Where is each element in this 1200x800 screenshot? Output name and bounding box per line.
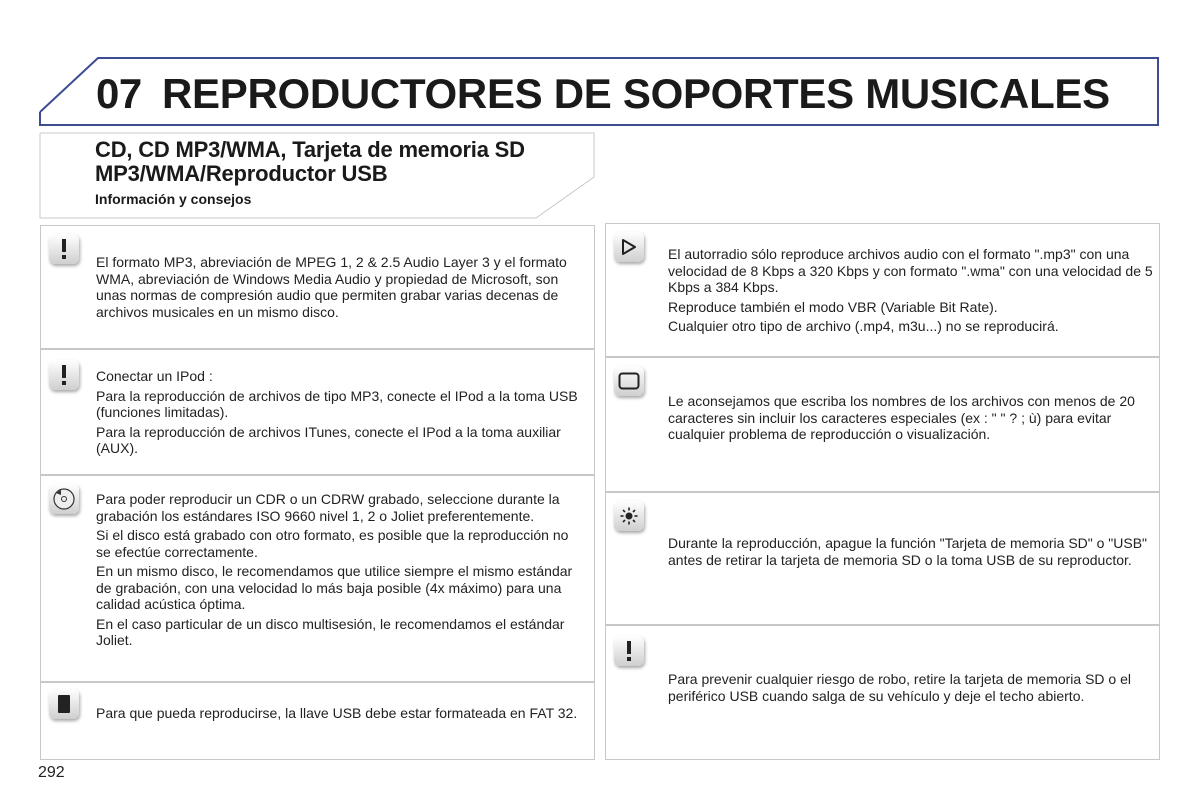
paragraph: En el caso particular de un disco multisesión, le recomendamos el estándar Joliet. [96, 615, 565, 648]
section-title-line2: MP3/WMA/Reproductor USB [95, 161, 388, 186]
info-box-mp3-wma [40, 225, 595, 349]
info-box-text [668, 671, 1156, 707]
paragraph: Cualquier otro tipo de archivo (.mp4, m3u...) no se reproducirá. [668, 318, 1059, 334]
paragraph: Durante la reproducción, apague la función "Tarjeta de memoria SD" o "USB" antes de retirar la tarjeta de memoria SD o la toma USB de su reproductor. [668, 535, 1148, 568]
info-box-text [96, 254, 586, 323]
exclamation-icon [49, 360, 79, 390]
light-icon [614, 501, 644, 531]
section-subtitle: Información y consejos [95, 191, 252, 207]
exclamation-icon [614, 636, 644, 666]
info-box-removal [605, 492, 1160, 625]
paragraph: Para prevenir cualquier riesgo de robo, retire la tarjeta de memoria SD o el periférico USB cuando salga de su vehículo y deje el techo abierto. [668, 671, 1132, 704]
paragraph: El autorradio sólo reproduce archivos audio con el formato ".mp3" con una velocidad de 8 Kbps a 320 Kbps y con formato ".wma" con una velocidad de 5 Kbps a 384 Kbps. [668, 246, 1153, 295]
info-box-cdr [40, 475, 595, 682]
info-box-formats [605, 223, 1160, 357]
exclamation-icon [49, 234, 79, 264]
screen-icon [614, 366, 644, 396]
page-number: 292 [38, 764, 65, 781]
paragraph: Reproduce también el modo VBR (Variable Bit Rate). [668, 298, 998, 315]
paragraph: Conectar un IPod : [96, 368, 213, 384]
usb-key-icon [49, 689, 79, 719]
paragraph: Para que pueda reproducirse, la llave USB debe estar formateada en FAT 32. [96, 705, 578, 721]
info-box-text [96, 368, 586, 460]
play-icon [614, 232, 644, 262]
paragraph: Le aconsejamos que escriba los nombres de los archivos con menos de 20 caracteres sin incluir los caracteres especiales (ex : " " ? ; ù) para evitar cualquier problema de reproducción o visualización. [668, 393, 1135, 442]
info-box-text [668, 535, 1156, 571]
paragraph: Si el disco está grabado con otro formato, es posible que la reproducción no se efectúe correctamente. [96, 527, 569, 560]
paragraph: Para la reproducción de archivos de tipo MP3, conecte el IPod a la toma USB (funciones limitadas). [96, 387, 578, 420]
paragraph: Para poder reproducir un CDR o un CDRW grabado, seleccione durante la grabación los estándares ISO 9660 nivel 1, 2 o Joliet preferentemente. [96, 491, 560, 524]
section-title [95, 138, 595, 186]
info-box-filenames [605, 357, 1160, 492]
chapter-number: 07 [96, 70, 142, 117]
info-box-theft [605, 625, 1160, 760]
paragraph: Para la reproducción de archivos ITunes, conecte el IPod a la toma auxiliar (AUX). [96, 423, 561, 456]
paragraph: El formato MP3, abreviación de MPEG 1, 2 & 2.5 Audio Layer 3 y el formato WMA, abreviación de Windows Media Audio y propiedad de Microsoft, son unas normas de compresión audio que permiten grabar varias decenas de archivos musicales en un mismo disco. [96, 254, 567, 320]
info-box-usb [40, 682, 595, 760]
paragraph: En un mismo disco, le recomendamos que utilice siempre el mismo estándar de grabación, con una velocidad lo más baja posible (4x máximo) para una calidad acústica óptima. [96, 563, 573, 612]
disc-icon [49, 484, 79, 514]
chapter-title: REPRODUCTORES DE SOPORTES MUSICALES [162, 70, 1110, 117]
info-box-ipod [40, 349, 595, 475]
info-box-text [96, 705, 586, 725]
info-box-text [668, 393, 1156, 446]
section-title-line1: CD, CD MP3/WMA, Tarjeta de memoria SD [95, 137, 525, 162]
info-box-text [96, 491, 586, 652]
info-box-text [668, 246, 1156, 338]
